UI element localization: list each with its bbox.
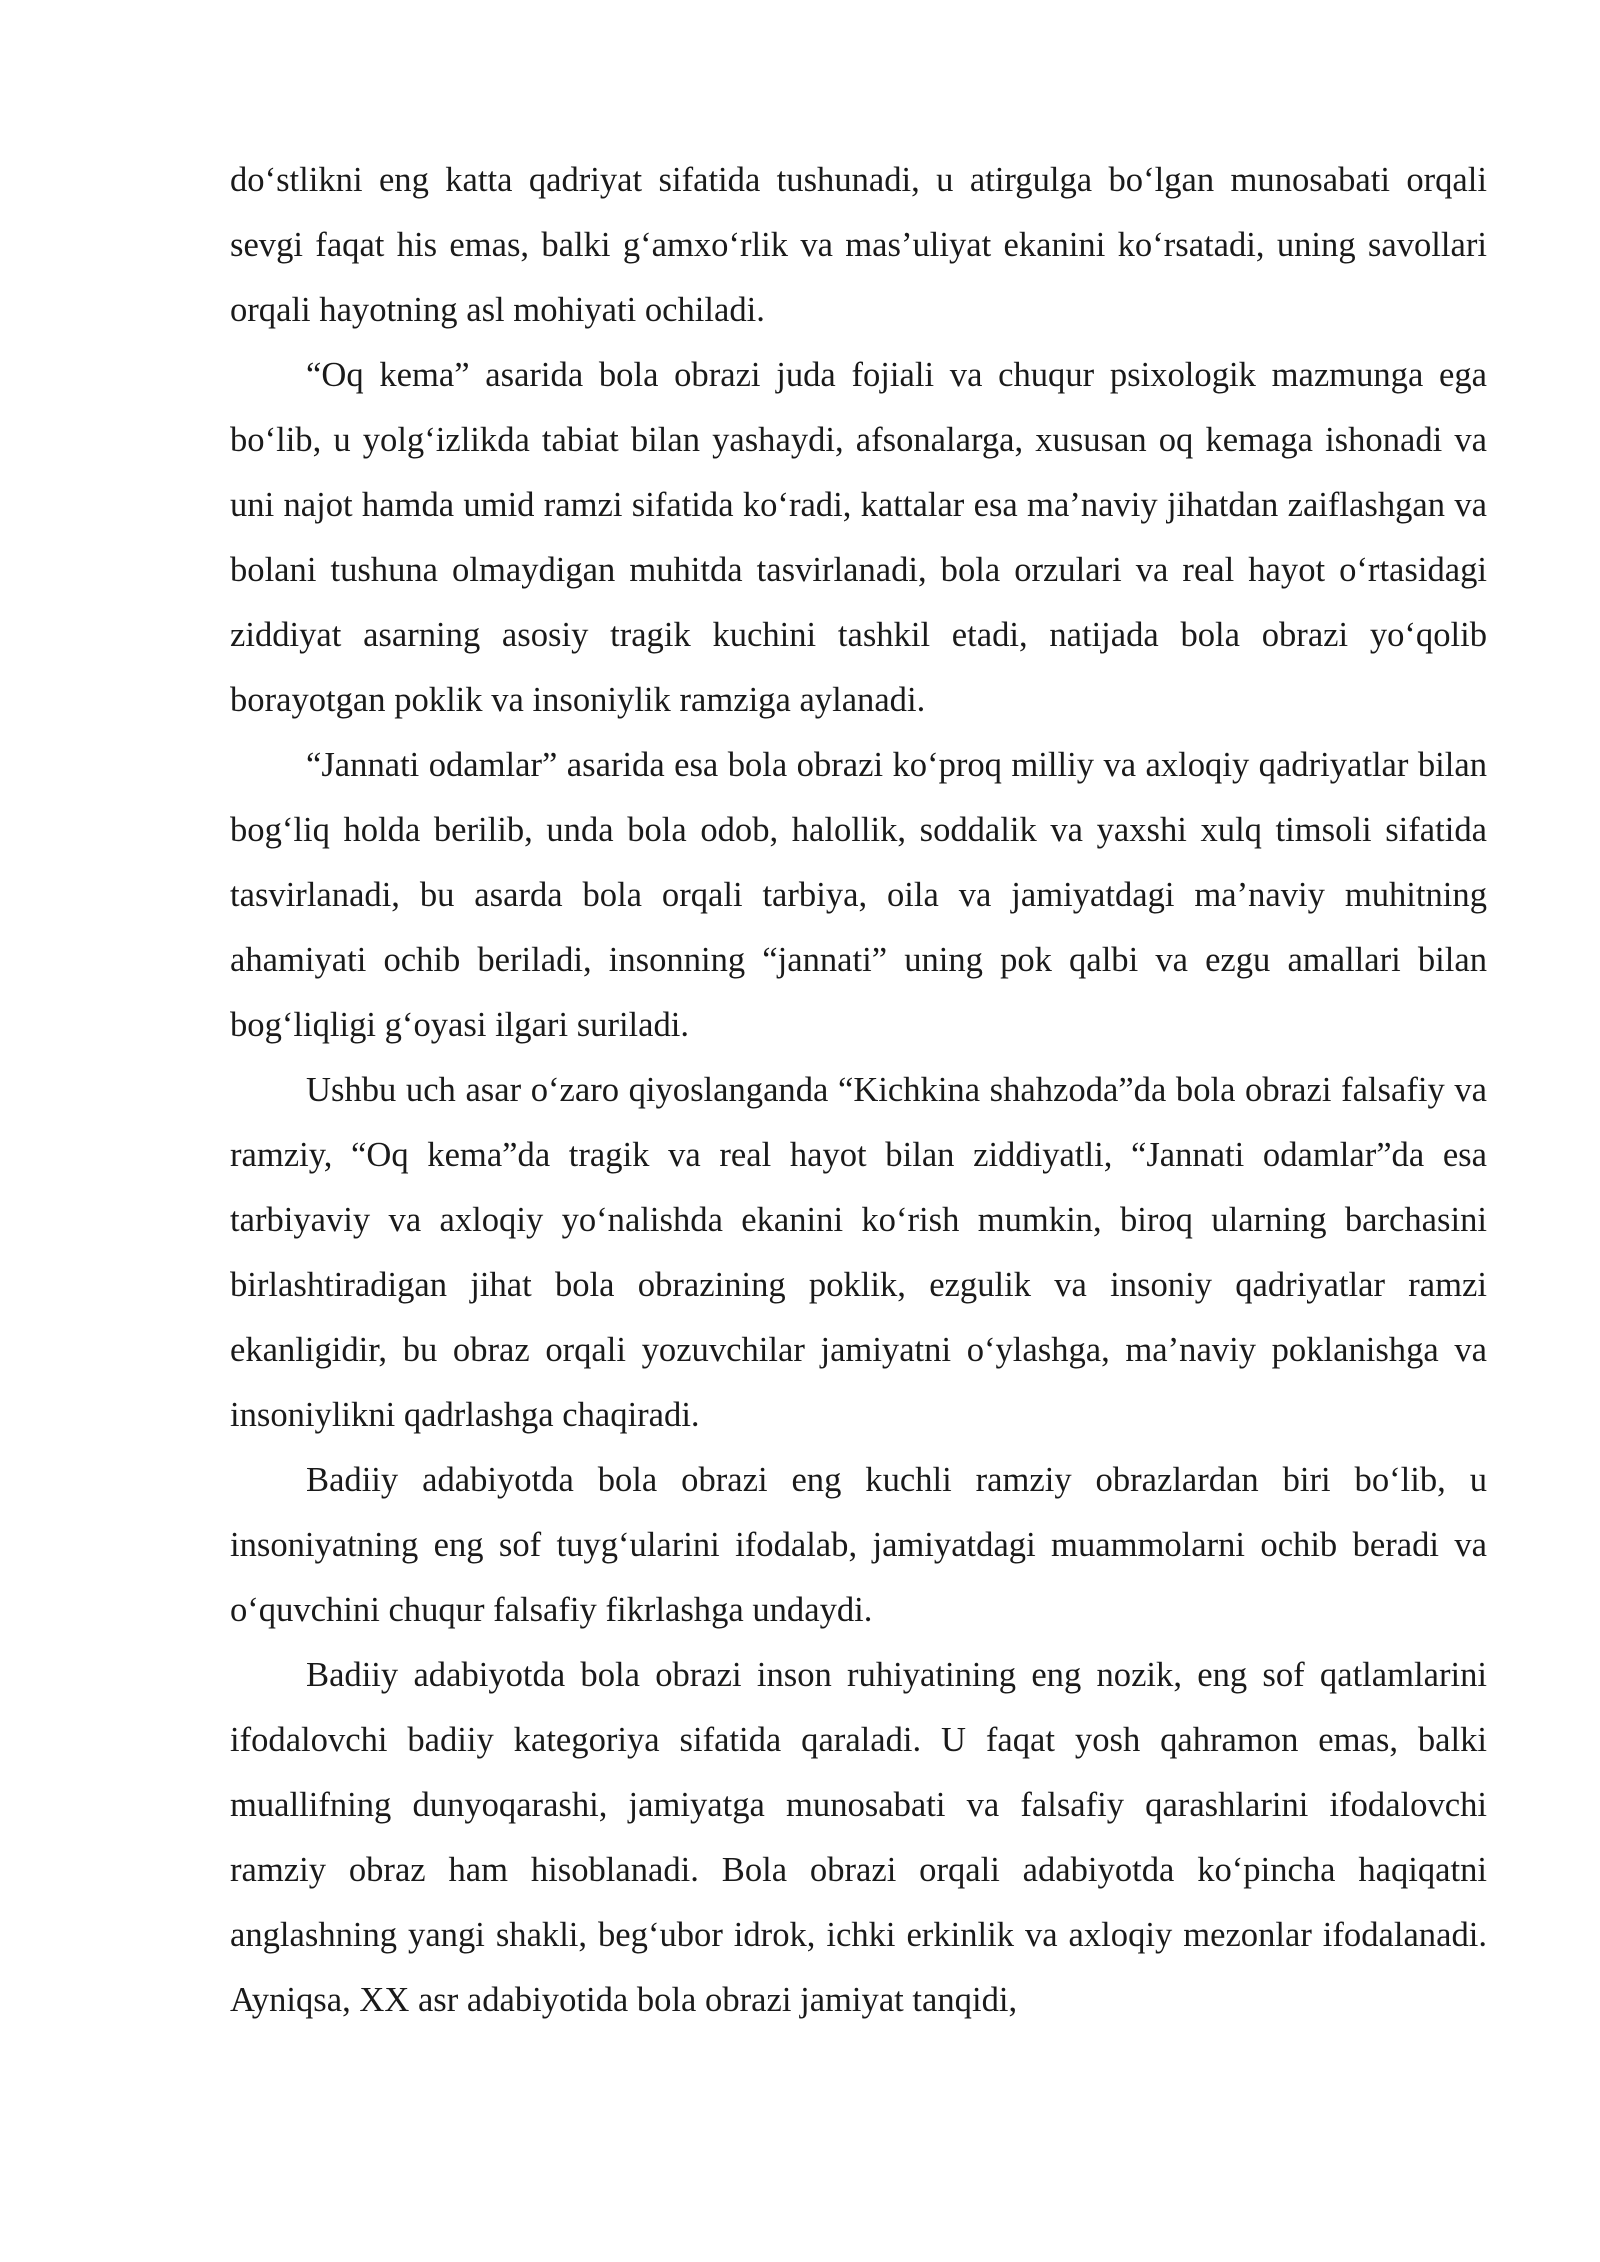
paragraph-oq-kema: “Oq kema” asarida bola obrazi juda fojiali va chuqur psixologik mazmunga ega bo‘lib, u yolg‘izlikda tabiat bilan yashaydi, afsonalarga, xususan oq kemaga ishonadi va uni najot hamda umid ramzi sifatida ko‘radi, kattalar esa ma’naviy jihatdan zaiflashgan va bolani tushuna olmaydigan muhitda tasvirlanadi, bola orzulari va real hayot o‘rtasidagi ziddiyat asarning asosiy tragik kuchini tashkil etadi, natijada bola obrazi yo‘qolib borayotgan poklik va insoniylik ramziga aylanadi. bbox=[230, 356, 1487, 719]
paragraph-symbolic-image: Badiiy adabiyotda bola obrazi eng kuchli ramziy obrazlardan biri bo‘lib, u insoniyatning eng sof tuyg‘ularini ifodalab, jamiyatdagi muammolarni ochib beradi va o‘quvchini chuqur falsafiy fikrlashga undaydi. bbox=[230, 1461, 1487, 1629]
paragraph-jannati-odamlar: “Jannati odamlar” asarida esa bola obrazi ko‘proq milliy va axloqiy qadriyatlar bilan bog‘liq holda berilib, unda bola odob, halollik, soddalik va yaxshi xulq timsoli sifatida tasvirlanadi, bu asarda bola orqali tarbiya, oila va jamiyatdagi ma’naviy muhitning ahamiyati ochib beriladi, insonning “jannati” uning pok qalbi va ezgu amallari bilan bog‘liqligi g‘oyasi ilgari suriladi. bbox=[230, 746, 1487, 1044]
body-text bbox=[230, 148, 1487, 2033]
paragraph-continuation: do‘stlikni eng katta qadriyat sifatida tushunadi, u atirgulga bo‘lgan munosabati orqali sevgi faqat his emas, balki g‘amxo‘rlik va mas’uliyat ekanini ko‘rsatadi, uning savollari orqali hayotning asl mohiyati ochiladi. bbox=[230, 161, 1487, 329]
paragraph-comparison: Ushbu uch asar o‘zaro qiyoslanganda “Kichkina shahzoda”da bola obrazi falsafiy va ramziy, “Oq kema”da tragik va real hayot bilan ziddiyatli, “Jannati odamlar”da esa tarbiyaviy va axloqiy yo‘nalishda ekanini ko‘rish mumkin, biroq ularning barchasini birlashtiradigan jihat bola obrazining poklik, ezgulik va insoniy qadriyatlar ramzi ekanligidir, bu obraz orqali yozuvchilar jamiyatni o‘ylashga, ma’naviy poklanishga va insoniylikni qadrlashga chaqiradi. bbox=[230, 1071, 1487, 1434]
paragraph-artistic-category: Badiiy adabiyotda bola obrazi inson ruhiyatining eng nozik, eng sof qatlamlarini ifodalovchi badiiy kategoriya sifatida qaraladi. U faqat yosh qahramon emas, balki muallifning dunyoqarashi, jamiyatga munosabati va falsafiy qarashlarini ifodalovchi ramziy obraz ham hisoblanadi. Bola obrazi orqali adabiyotda ko‘pincha haqiqatni anglashning yangi shakli, beg‘ubor idrok, ichki erkinlik va axloqiy mezonlar ifodalanadi. Ayniqsa, XX asr adabiyotida bola obrazi jamiyat tanqidi, bbox=[230, 1656, 1487, 2019]
